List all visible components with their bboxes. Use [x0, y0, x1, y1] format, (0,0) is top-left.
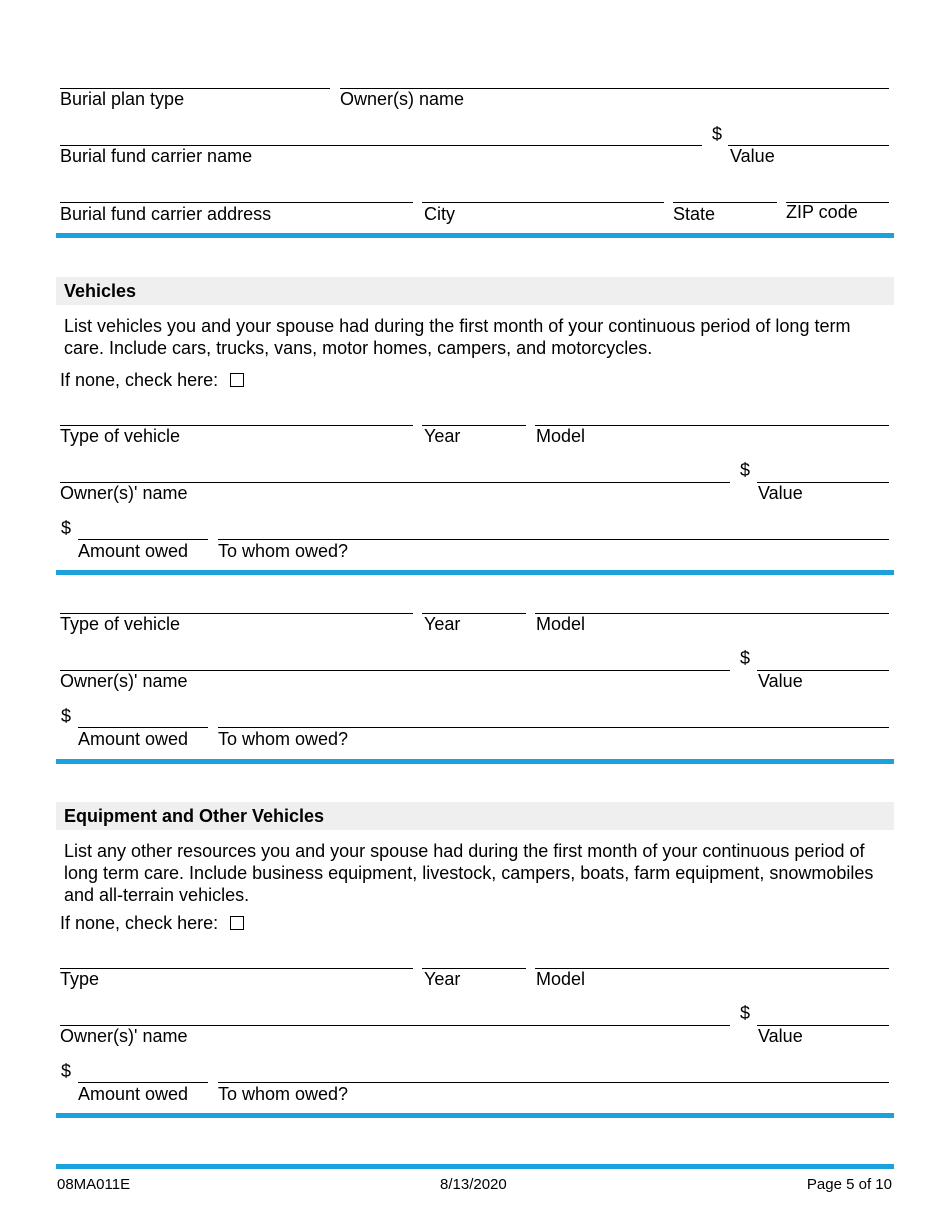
footer-divider [56, 1164, 894, 1169]
equipment-type-label: Type [60, 969, 100, 989]
footer-form-id: 08MA011E [57, 1176, 131, 1193]
equipment-whom-label: To whom owed? [218, 1084, 349, 1104]
section-divider [56, 570, 894, 575]
burial-carrier-address-label: Burial fund carrier address [60, 204, 272, 224]
vehicle-1-owner-label: Owner(s)' name [60, 483, 188, 503]
vehicles-none-label: If none, check here: [60, 370, 219, 390]
burial-city-field[interactable] [422, 202, 664, 203]
vehicles-intro: List vehicles you and your spouse had during the first month of your continuous period of long term care. Include cars, trucks, vans, motor homes, campers, and motorcycles. [64, 316, 851, 358]
section-divider [56, 1113, 894, 1118]
equipment-whom-field[interactable] [218, 1082, 889, 1083]
footer-date: 8/13/2020 [440, 1176, 507, 1193]
burial-state-label: State [673, 204, 716, 224]
vehicle-2-type-label: Type of vehicle [60, 614, 181, 634]
equipment-model-label: Model [536, 969, 586, 989]
equipment-none-checkbox[interactable] [230, 916, 244, 930]
section-divider [56, 759, 894, 764]
vehicle-2-year-label: Year [424, 614, 461, 634]
burial-carrier-name-label: Burial fund carrier name [60, 146, 253, 166]
equipment-amount-label: Amount owed [78, 1084, 189, 1104]
burial-value-dollar: $ [712, 124, 723, 144]
vehicle-1-whom-label: To whom owed? [218, 541, 349, 561]
vehicle-2-whom-field[interactable] [218, 727, 889, 728]
equipment-owner-label: Owner(s)' name [60, 1026, 188, 1046]
vehicle-2-model-field[interactable] [535, 613, 889, 614]
equipment-heading: Equipment and Other Vehicles [56, 802, 894, 830]
vehicle-1-amount-field[interactable] [78, 539, 208, 540]
burial-carrier-address-field[interactable] [60, 202, 413, 203]
vehicle-2-amount-dollar: $ [61, 706, 72, 726]
burial-zip-label: ZIP code [786, 202, 858, 222]
equipment-type-field[interactable] [60, 968, 413, 969]
equipment-intro: List any other resources you and your spouse had during the first month of your continuous period of long term care. Include business equipment, livestock, campers, boats, farm equipment, snowmobiles and all-terrain vehicles. [64, 841, 874, 905]
vehicle-1-value-dollar: $ [740, 460, 751, 480]
footer-page-number: Page 5 of 10 [806, 1176, 892, 1193]
vehicle-2-value-dollar: $ [740, 648, 751, 668]
vehicle-1-year-label: Year [424, 426, 461, 446]
vehicle-1-whom-field[interactable] [218, 539, 889, 540]
vehicle-1-value-label: Value [758, 483, 803, 503]
vehicle-2-owner-label: Owner(s)' name [60, 671, 188, 691]
burial-owner-label: Owner(s) name [340, 89, 465, 109]
vehicles-none-checkbox[interactable] [230, 373, 244, 387]
burial-city-label: City [424, 204, 455, 224]
vehicles-heading: Vehicles [56, 277, 894, 305]
vehicle-1-model-label: Model [536, 426, 586, 446]
vehicle-2-whom-label: To whom owed? [218, 729, 349, 749]
vehicle-2-model-label: Model [536, 614, 586, 634]
vehicle-1-amount-label: Amount owed [78, 541, 189, 561]
burial-plan-type-label: Burial plan type [60, 89, 185, 109]
equipment-year-label: Year [424, 969, 461, 989]
vehicle-1-model-field[interactable] [535, 425, 889, 426]
equipment-amount-field[interactable] [78, 1082, 208, 1083]
equipment-model-field[interactable] [535, 968, 889, 969]
vehicle-2-value-label: Value [758, 671, 803, 691]
vehicle-2-amount-field[interactable] [78, 727, 208, 728]
vehicle-1-amount-dollar: $ [61, 518, 72, 538]
equipment-value-label: Value [758, 1026, 803, 1046]
burial-state-field[interactable] [673, 202, 777, 203]
vehicle-1-type-label: Type of vehicle [60, 426, 181, 446]
equipment-none-label: If none, check here: [60, 913, 219, 933]
vehicle-2-amount-label: Amount owed [78, 729, 189, 749]
section-divider [56, 233, 894, 238]
equipment-value-dollar: $ [740, 1003, 751, 1023]
burial-value-label: Value [730, 146, 775, 166]
equipment-amount-dollar: $ [61, 1061, 72, 1081]
